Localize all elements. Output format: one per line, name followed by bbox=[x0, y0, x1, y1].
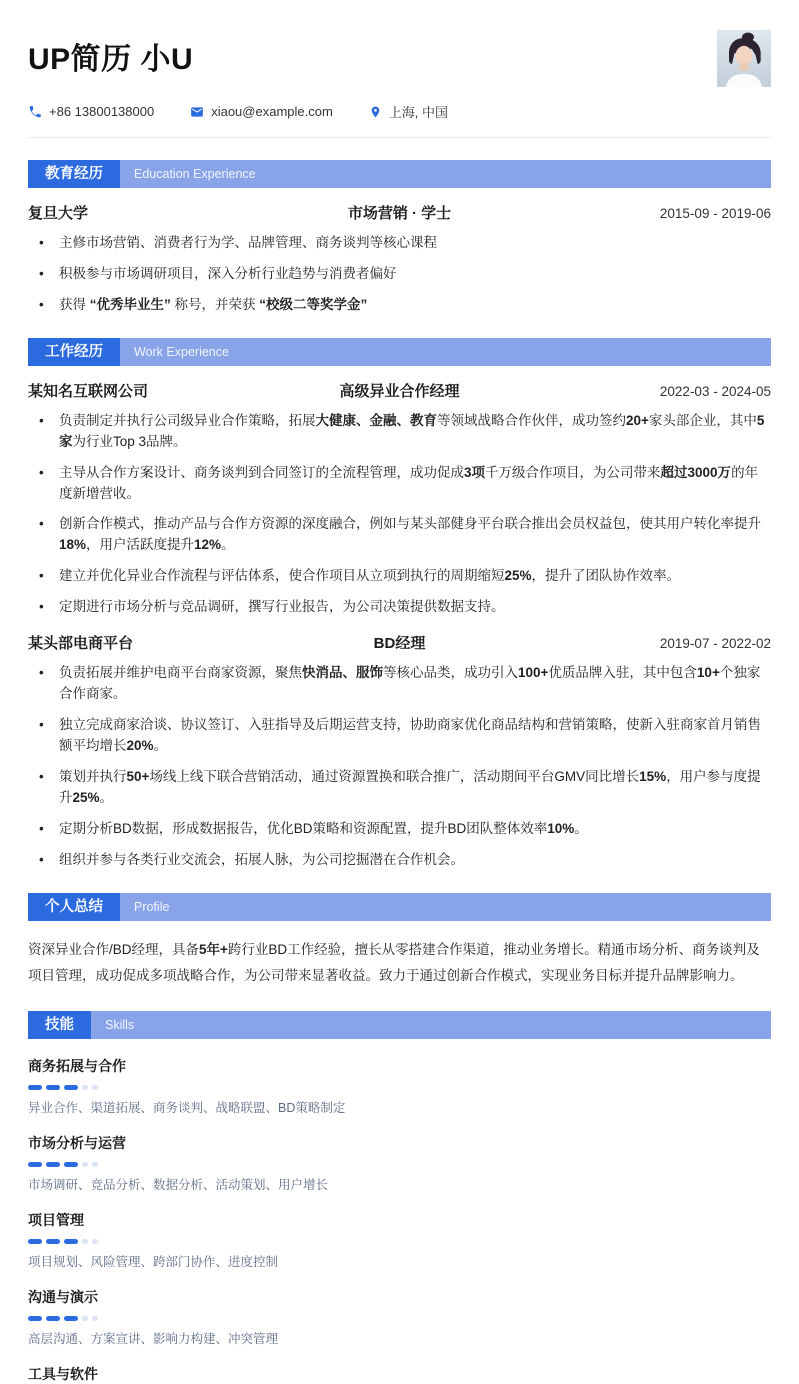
skill-dot-filled bbox=[64, 1085, 78, 1090]
job-entry-head bbox=[28, 380, 771, 401]
bullet-item: • 获得 “优秀毕业生” 称号，并荣获 “校级二等奖学金” bbox=[28, 295, 771, 316]
section-title-zh: 工作经历 bbox=[28, 338, 120, 366]
location-text: 上海, 中国 bbox=[388, 105, 449, 120]
avatar-image bbox=[717, 30, 771, 87]
education-bullets bbox=[28, 233, 771, 316]
skill-dot-filled bbox=[46, 1162, 60, 1167]
skill-dot-empty bbox=[92, 1085, 98, 1090]
skill-dot-filled bbox=[28, 1162, 42, 1167]
section-title-zh: 个人总结 bbox=[28, 893, 120, 921]
section-education bbox=[28, 160, 771, 316]
bullet-item: • 积极参与市场调研项目，深入分析行业趋势与消费者偏好 bbox=[28, 264, 771, 285]
job-dates: 2022-03 - 2024-05 bbox=[659, 383, 771, 399]
contact-row bbox=[28, 102, 771, 121]
bullet-item: • 定期进行市场分析与竞品调研，撰写行业报告，为公司决策提供数据支持。 bbox=[28, 597, 771, 618]
contact-phone bbox=[28, 104, 154, 119]
email-text: xiaou@example.com bbox=[211, 104, 333, 119]
skill-dot-empty bbox=[92, 1162, 98, 1167]
bullet-item: • 策划并执行50+场线上线下联合营销活动，通过资源置换和联合推广，活动期间平台GMV同比增长15%，用户参与度提升25%。 bbox=[28, 767, 771, 809]
bullet-item: • 定期分析BD数据，形成数据报告，优化BD策略和资源配置，提升BD团队整体效率10%。 bbox=[28, 819, 771, 840]
skill-dot-empty bbox=[82, 1085, 88, 1090]
skill-dot-empty bbox=[92, 1239, 98, 1244]
skill-dot-empty bbox=[92, 1316, 98, 1321]
skill-group-name: 市场分析与运营 bbox=[28, 1135, 126, 1152]
skill-level-indicator bbox=[28, 1316, 771, 1321]
education-entry-head bbox=[28, 202, 771, 223]
company-name: 某头部电商平台 bbox=[28, 635, 134, 653]
job-title: 高级异业合作经理 bbox=[339, 382, 460, 400]
degree-name: 市场营销 · 学士 bbox=[347, 205, 452, 222]
profile-summary: 资深异业合作/BD经理，具备5年+跨行业BD工作经验，擅长从零搭建合作渠道，推动业务增长。精通市场分析、商务谈判及项目管理，成功促成多项战略合作，为公司带来显著收益。致力于通过创新合作模式，实现业务目标并提升品牌影响力。 bbox=[28, 941, 760, 983]
skill-group-name: 商务拓展与合作 bbox=[28, 1058, 126, 1075]
section-header-work bbox=[28, 338, 771, 366]
section-title-zh: 技能 bbox=[28, 1011, 91, 1039]
job-entries bbox=[28, 380, 771, 871]
skill-items: 项目规划、风险管理、跨部门协作、进度控制 bbox=[28, 1255, 279, 1270]
skill-dot-filled bbox=[46, 1085, 60, 1090]
school-name: 复旦大学 bbox=[28, 205, 89, 222]
section-title-zh: 教育经历 bbox=[28, 160, 120, 188]
header-divider bbox=[28, 137, 771, 138]
skill-level-indicator bbox=[28, 1162, 771, 1167]
contact-location bbox=[369, 102, 448, 121]
skill-group bbox=[28, 1133, 771, 1193]
bullet-item: • 独立完成商家洽谈、协议签订、入驻指导及后期运营支持，协助商家优化商品结构和营销策略，使新入驻商家首月销售额平均增长20%。 bbox=[28, 715, 771, 757]
section-title-en: Education Experience bbox=[120, 160, 771, 188]
skill-level-indicator bbox=[28, 1239, 771, 1244]
email-icon bbox=[190, 105, 204, 119]
phone-text: +86 13800138000 bbox=[49, 104, 155, 119]
bullet-item: • 组织并参与各类行业交流会，拓展人脉，为公司挖掘潜在合作机会。 bbox=[28, 850, 771, 871]
section-header-education bbox=[28, 160, 771, 188]
skill-level-indicator bbox=[28, 1085, 771, 1090]
skill-group bbox=[28, 1210, 771, 1270]
phone-icon bbox=[28, 105, 42, 119]
skill-dot-filled bbox=[28, 1239, 42, 1244]
job-bullets bbox=[28, 411, 771, 618]
skill-items: 高层沟通、方案宣讲、影响力构建、冲突管理 bbox=[28, 1332, 279, 1347]
bullet-item: • 创新合作模式，推动产品与合作方资源的深度融合，例如与某头部健身平台联合推出会员权益包，使其用户转化率提升18%，用户活跃度提升12%。 bbox=[28, 514, 771, 556]
skill-dot-filled bbox=[64, 1239, 78, 1244]
skill-dot-empty bbox=[82, 1316, 88, 1321]
skill-dot-filled bbox=[46, 1239, 60, 1244]
job-bullets bbox=[28, 663, 771, 870]
company-name: 某知名互联网公司 bbox=[28, 382, 149, 400]
skill-dot-filled bbox=[64, 1162, 78, 1167]
skill-group-name: 工具与软件 bbox=[28, 1366, 98, 1383]
section-header-skills bbox=[28, 1011, 771, 1039]
skill-dot-filled bbox=[46, 1316, 60, 1321]
contact-email bbox=[190, 104, 333, 119]
section-title-en: Skills bbox=[91, 1011, 771, 1039]
section-profile bbox=[28, 893, 771, 990]
avatar bbox=[717, 30, 771, 87]
section-header-profile bbox=[28, 893, 771, 921]
skill-group bbox=[28, 1364, 771, 1384]
section-title-en: Profile bbox=[120, 893, 771, 921]
bullet-item: • 主修市场营销、消费者行为学、品牌管理、商务谈判等核心课程 bbox=[28, 233, 771, 254]
section-title-en: Work Experience bbox=[120, 338, 771, 366]
bullet-item: • 负责制定并执行公司级异业合作策略，拓展大健康、金融、教育等领域战略合作伙伴，成功签约20+家头部企业，其中5家为行业Top 3品牌。 bbox=[28, 411, 771, 453]
page-title: UP简历 小U bbox=[28, 43, 194, 76]
skill-group bbox=[28, 1056, 771, 1116]
skill-dot-empty bbox=[82, 1162, 88, 1167]
job-dates: 2019-07 - 2022-02 bbox=[659, 636, 771, 652]
skill-dot-empty bbox=[82, 1239, 88, 1244]
section-work bbox=[28, 338, 771, 871]
education-dates: 2015-09 - 2019-06 bbox=[659, 206, 771, 221]
bullet-item: • 建立并优化异业合作流程与评估体系，使合作项目从立项到执行的周期缩短25%，提升了团队协作效率。 bbox=[28, 566, 771, 587]
skill-groups bbox=[28, 1056, 771, 1384]
job-entry-head bbox=[28, 632, 771, 653]
skill-group-name: 项目管理 bbox=[28, 1212, 84, 1229]
skill-group-name: 沟通与演示 bbox=[28, 1289, 98, 1306]
skill-dot-filled bbox=[28, 1316, 42, 1321]
skill-items: 异业合作、渠道拓展、商务谈判、战略联盟、BD策略制定 bbox=[28, 1101, 346, 1116]
location-pin-icon bbox=[369, 105, 382, 119]
skill-dot-filled bbox=[28, 1085, 42, 1090]
bullet-item: • 主导从合作方案设计、商务谈判到合同签订的全流程管理，成功促成3项千万级合作项目，为公司带来超过3000万的年度新增营收。 bbox=[28, 463, 771, 505]
skill-group bbox=[28, 1287, 771, 1347]
job-title: BD经理 bbox=[373, 635, 426, 653]
bullet-item: • 负责拓展并维护电商平台商家资源，聚焦快消品、服饰等核心品类，成功引入100+优质品牌入驻，其中包含10+个独家合作商家。 bbox=[28, 663, 771, 705]
skill-items: 市场调研、竞品分析、数据分析、活动策划、用户增长 bbox=[28, 1178, 329, 1193]
section-skills bbox=[28, 1011, 771, 1384]
skill-dot-filled bbox=[64, 1316, 78, 1321]
